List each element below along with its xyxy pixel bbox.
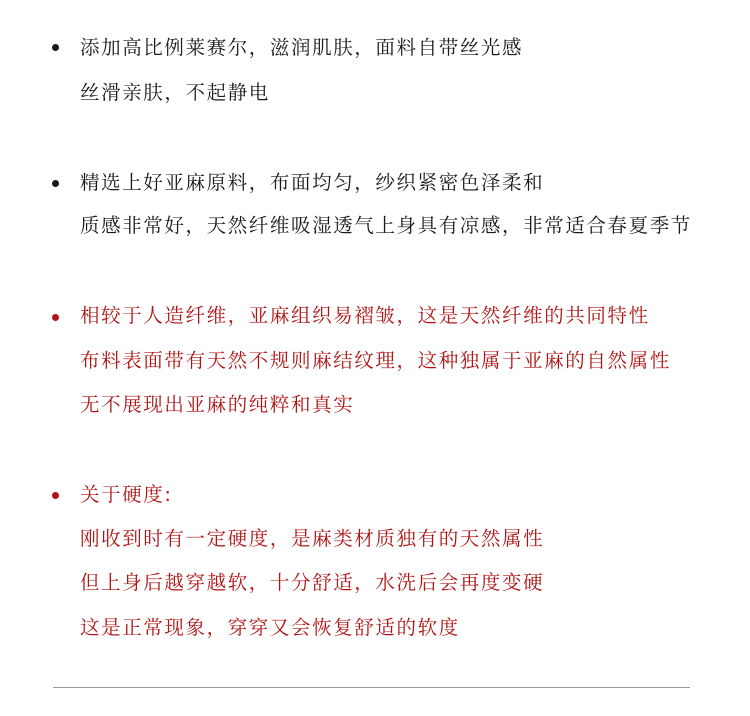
bullet-icon bbox=[52, 314, 59, 321]
text-line: 丝滑亲肤，不起静电 bbox=[80, 81, 270, 104]
divider bbox=[53, 687, 690, 688]
text-line: 关于硬度: bbox=[80, 483, 173, 506]
bullet-icon bbox=[52, 492, 59, 499]
text-line: 质感非常好，天然纤维吸湿透气上身具有凉感，非常适合春夏季节 bbox=[80, 214, 692, 237]
text-line: 布料表面带有天然不规则麻结纹理，这种独属于亚麻的自然属性 bbox=[80, 349, 671, 372]
bullet-icon bbox=[52, 180, 59, 187]
text-line: 刚收到时有一定硬度，是麻类材质独有的天然属性 bbox=[80, 527, 545, 550]
text-line: 相较于人造纤维，亚麻组织易褶皱，这是天然纤维的共同特性 bbox=[80, 304, 650, 327]
text-line: 无不展现出亚麻的纯粹和真实 bbox=[80, 393, 355, 416]
text-line: 精选上好亚麻原料，布面均匀，纱织紧密色泽柔和 bbox=[80, 171, 545, 194]
text-line: 这是正常现象，穿穿又会恢复舒适的软度 bbox=[80, 616, 460, 639]
text-line: 添加高比例莱赛尔，滋润肌肤，面料自带丝光感 bbox=[80, 36, 524, 59]
bullet-icon bbox=[52, 44, 59, 51]
text-line: 但上身后越穿越软，十分舒适，水洗后会再度变硬 bbox=[80, 571, 545, 594]
